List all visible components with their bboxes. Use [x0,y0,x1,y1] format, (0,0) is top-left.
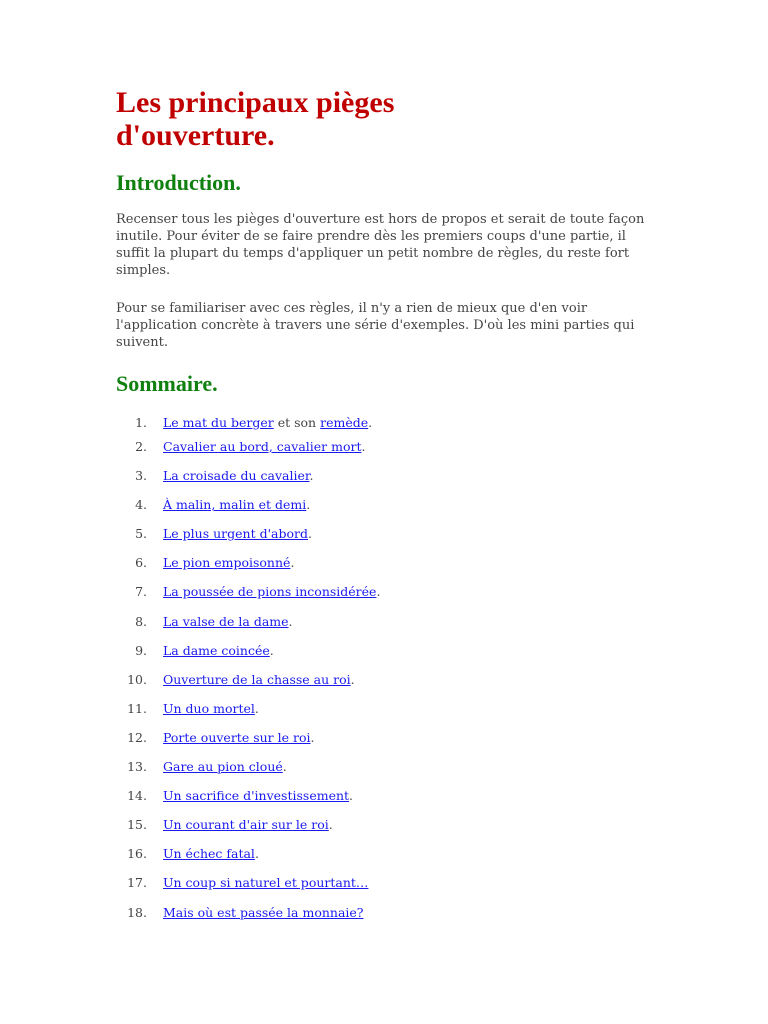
list-item-body [163,903,364,923]
toc-punctuation: . [309,468,314,484]
sommaire-heading: Sommaire. [116,371,218,396]
list-item-number: 12. [127,729,147,745]
list-item-body [163,873,368,893]
toc-punctuation: . [254,700,259,716]
toc-link[interactable]: Porte ouverte sur le roi [163,729,311,745]
list-item [116,495,656,524]
list-item-body [163,582,380,602]
list-item-body [163,815,333,835]
toc-punctuation: . [269,642,274,658]
list-item-body [163,757,287,777]
toc-punctuation: . [328,817,333,833]
toc-link[interactable]: La valse de la dame [163,613,289,629]
list-item-number: 13. [127,759,147,775]
toc-link[interactable]: La dame coincée [163,642,270,658]
list-item [116,728,656,757]
list-item-number: 1. [135,415,147,430]
toc-connector-text: et son [273,415,321,430]
list-item [116,670,656,699]
list-item-number: 15. [127,817,147,833]
toc-punctuation: . [254,846,259,862]
toc-punctuation: . [310,729,315,745]
list-item-body [163,466,313,486]
list-item-body [163,670,355,690]
introduction-paragraph-2: Pour se familiariser avec ces règles, il n'y a rien de mieux que d'en voir l'application concrète à travers une série d'exemples. D'où les mini parties qui suivent. [116,301,635,350]
list-item-number: 2. [135,439,147,454]
list-item [116,757,656,786]
list-item [116,815,656,844]
list-item-body [163,437,365,457]
list-item-number: 16. [127,846,147,862]
list-item-number: 4. [135,497,147,513]
list-item-body [163,699,259,719]
toc-link[interactable]: Ouverture de la chasse au roi [163,671,351,687]
list-item-number: 14. [127,788,147,804]
list-item-number: 10. [127,671,147,687]
toc-link[interactable]: Un courant d'air sur le roi [163,817,329,833]
list-item-body [163,612,293,632]
toc-link[interactable]: Mais où est passée la monnaie? [163,904,364,920]
toc-punctuation: . [361,439,366,454]
list-item [116,612,656,641]
toc-link[interactable]: Le mat du berger [163,415,274,430]
introduction-paragraph-1: Recenser tous les pièges d'ouverture est hors de propos et serait de toute façon inutile. Pour éviter de se faire prendre dès les premiers coups d'une partie, il suffit la plupart du temps d'appliquer un petit nombre de règles, du reste fort simples. [116,212,645,278]
list-item-body [163,641,274,661]
list-item-body [163,413,372,433]
list-item [116,844,656,873]
toc-link[interactable]: Le pion empoisonné [163,555,291,571]
list-item-body [163,553,294,573]
introduction-heading: Introduction. [116,170,241,195]
page-title: Les principaux pièges d'ouverture. [116,86,395,152]
toc-link[interactable]: Cavalier au bord, cavalier mort [163,439,362,454]
list-item-number: 5. [135,526,147,542]
list-item-number: 11. [127,700,147,716]
toc-link[interactable]: Un échec fatal [163,846,255,862]
list-item [116,903,656,932]
toc-punctuation: . [288,613,293,629]
list-item [116,641,656,670]
toc-punctuation: . [282,759,287,775]
list-item [116,553,656,582]
list-item-number: 6. [135,555,147,571]
list-item-body [163,728,314,748]
toc-punctuation: . [306,497,311,513]
list-item-number: 3. [135,468,147,484]
toc-link[interactable]: La poussée de pions inconsidérée [163,584,377,600]
toc-link[interactable]: Un sacrifice d'investissement [163,788,350,804]
list-item [116,413,656,437]
list-item-number: 17. [127,875,147,891]
toc-link[interactable]: La croisade du cavalier [163,468,310,484]
list-item [116,524,656,553]
toc-link[interactable]: Un duo mortel [163,700,255,716]
list-item [116,437,656,466]
toc-punctuation: . [307,526,312,542]
list-item-number: 7. [135,584,147,600]
list-item [116,699,656,728]
toc-link[interactable]: Un coup si naturel et pourtant… [163,875,369,891]
toc-punctuation: . [376,584,381,600]
list-item-number: 9. [135,642,147,658]
list-item-body [163,495,310,515]
toc-punctuation: . [290,555,295,571]
list-item-number: 8. [135,613,147,629]
list-item-body [163,844,259,864]
list-item [116,873,656,902]
list-item-body [163,786,353,806]
toc-punctuation: . [368,415,373,430]
sommaire-list [116,413,656,932]
toc-punctuation: . [350,671,355,687]
toc-link[interactable]: À malin, malin et demi [163,497,307,513]
toc-link[interactable]: Gare au pion cloué [163,759,283,775]
list-item-number: 18. [127,904,147,920]
list-item [116,786,656,815]
list-item [116,466,656,495]
list-item-body [163,524,312,544]
toc-link-secondary[interactable]: remède [320,415,369,430]
list-item [116,582,656,611]
toc-link[interactable]: Le plus urgent d'abord [163,526,308,542]
toc-punctuation: . [349,788,354,804]
